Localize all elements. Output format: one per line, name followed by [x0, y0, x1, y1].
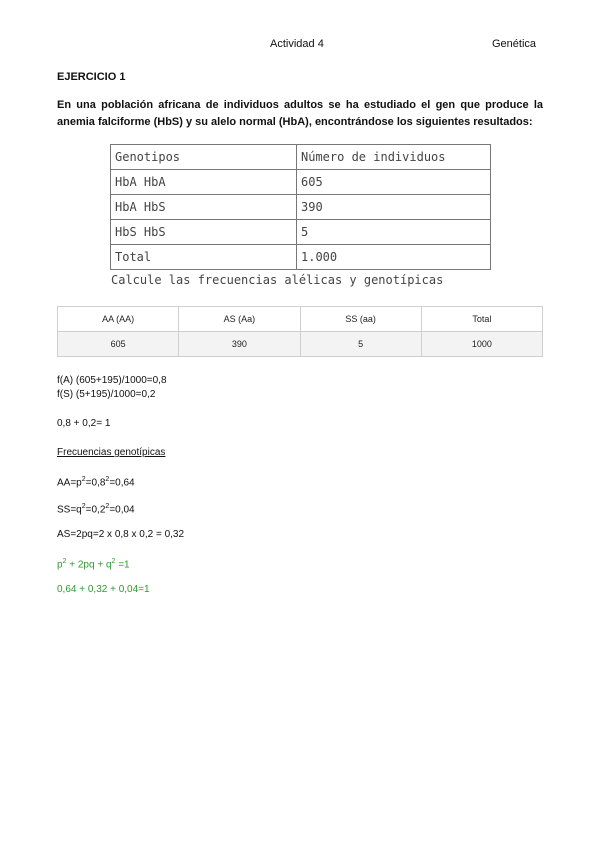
table-cell: Total: [111, 245, 297, 270]
allele-frequency-S: f(S) (5+195)/1000=0,2: [57, 389, 156, 400]
table-caption: Calcule las frecuencias alélicas y genotípicas: [111, 273, 444, 287]
table-cell: 390: [179, 332, 300, 357]
hardy-weinberg-equation: [57, 558, 130, 570]
table-cell: 5: [297, 220, 491, 245]
table-header-cell: Genotipos: [111, 145, 297, 170]
exponent: 2: [81, 503, 86, 510]
genotype-count-table: [57, 306, 543, 357]
exponent: 2: [62, 558, 67, 565]
table-cell: 1.000: [297, 245, 491, 270]
table-header-cell: Total: [421, 307, 542, 332]
hw-text: + 2pq + q: [66, 559, 112, 571]
allele-sum: 0,8 + 0,2= 1: [57, 418, 111, 429]
exponent: 2: [105, 476, 110, 483]
ss-frequency: [57, 503, 135, 515]
table-cell: 605: [297, 170, 491, 195]
aa-text: AA=p: [57, 477, 82, 489]
exercise-statement: En una población africana de individuos adultos se ha estudiado el gen que produce la anemia falciforme (HbS) y su alelo normal (HbA), encontrándose los siguientes resultados:: [57, 99, 543, 128]
table-row: [111, 220, 491, 245]
allele-frequency-A: f(A) (605+195)/1000=0,8: [57, 375, 167, 386]
table-cell: 1000: [421, 332, 542, 357]
aa-frequency: [57, 476, 135, 488]
ss-text: SS=q: [57, 504, 82, 516]
hardy-weinberg-values: 0,64 + 0,32 + 0,04=1: [57, 584, 150, 595]
table-header-cell: AA (AA): [58, 307, 179, 332]
table-cell: 390: [297, 195, 491, 220]
ss-text: =0,2: [85, 504, 106, 516]
table-cell: 5: [300, 332, 421, 357]
ss-text: =0,04: [109, 504, 135, 516]
table-row: [58, 307, 543, 332]
genotype-table: [110, 144, 491, 270]
table-cell: 605: [58, 332, 179, 357]
header-activity: Actividad 4: [270, 38, 324, 50]
table-row: [111, 145, 491, 170]
table-row: [111, 195, 491, 220]
table-row: [58, 332, 543, 357]
header-subject: Genética: [492, 38, 537, 50]
table-row: [111, 245, 491, 270]
as-frequency: AS=2pq=2 x 0,8 x 0,2 = 0,32: [57, 529, 185, 540]
hw-text: =1: [115, 559, 130, 571]
table-cell: HbA HbA: [111, 170, 297, 195]
table-header-cell: Número de individuos: [297, 145, 491, 170]
table-row: [111, 170, 491, 195]
aa-text: =0,64: [109, 477, 135, 489]
aa-text: =0,8: [85, 477, 106, 489]
genotype-frequency-heading: Frecuencias genotípicas: [57, 447, 166, 458]
table-header-cell: AS (Aa): [179, 307, 300, 332]
table-header-cell: SS (aa): [300, 307, 421, 332]
exponent: 2: [81, 476, 86, 483]
table-cell: HbA HbS: [111, 195, 297, 220]
exercise-title: EJERCICIO 1: [57, 71, 126, 83]
table-cell: HbS HbS: [111, 220, 297, 245]
exponent: 2: [111, 558, 116, 565]
hw-text: p: [57, 559, 63, 571]
exponent: 2: [105, 503, 110, 510]
